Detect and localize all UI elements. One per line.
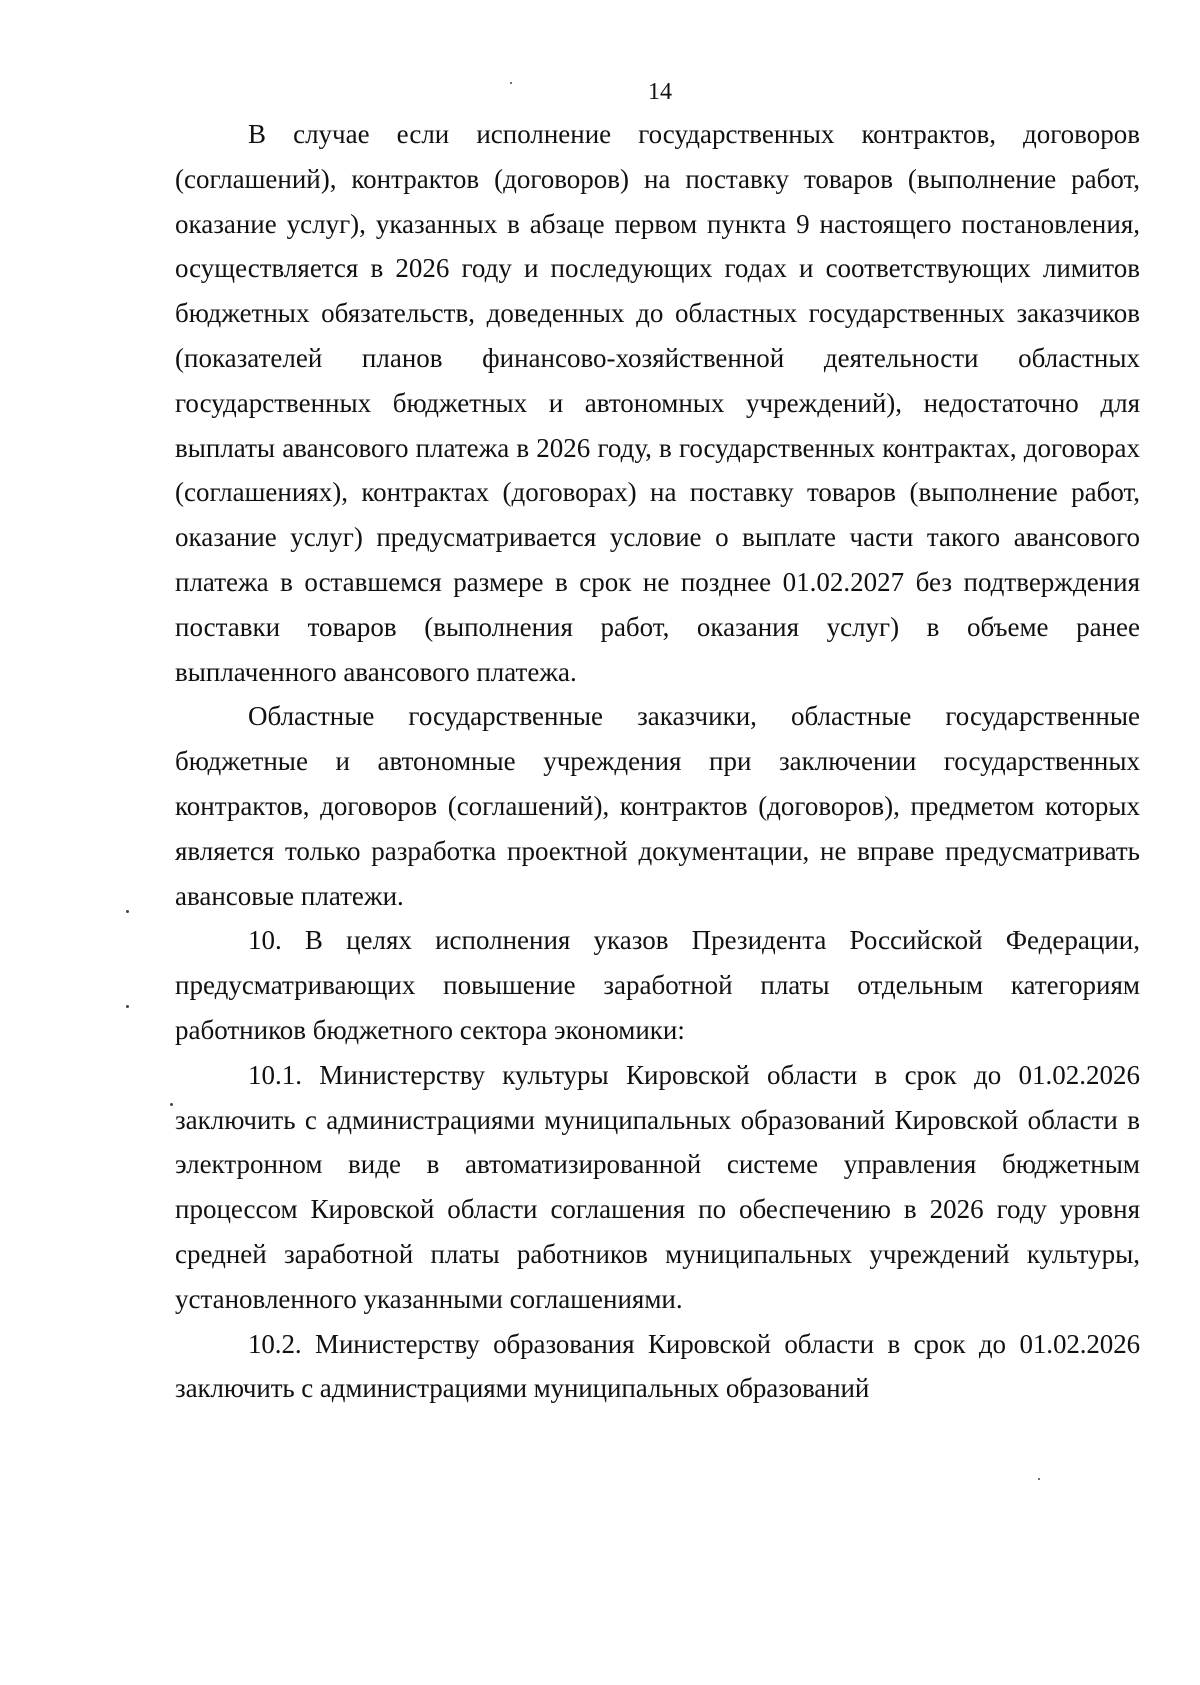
scan-speck bbox=[126, 910, 129, 913]
scan-speck bbox=[170, 1103, 173, 1106]
paragraph-item-10: 10. В целях исполнения указов Президента Российской Федерации, предусматривающих повышение заработной платы отдельным категориям работников бюджетного сектора экономики: bbox=[175, 925, 1140, 1045]
paragraph-item-10-2: 10.2. Министерству образования Кировской области в срок до 01.02.2026 заключить с администрациями муниципальных образований bbox=[175, 1328, 1140, 1404]
paragraph-advance-payment-conditions: В случае если исполнение государственных контрактов, договоров (соглашений), контрактов (договоров) на поставку товаров (выполнение работ, оказание услуг), указанных в абзаце первом пункта 9 настоящего постановления, осуществляется в 2026 году и последующих годах и соответствующих лимитов бюджетных обязательств, доведенных до областных государственных заказчиков (показателей планов финансово-хозяйственной деятельности областных государственных бюджетных и автономных учреждений), недостаточно для выплаты авансового платежа в 2026 году, в государственных контрактах, договорах (соглашениях), контрактах (договорах) на поставку товаров (выполнение работ, оказание услуг) предусматривается условие о выплате части такого авансового платежа в оставшемся размере в срок не позднее 01.02.2027 без подтверждения поставки товаров (выполнения работ, оказания услуг) в объеме ранее выплаченного авансового платежа. bbox=[175, 119, 1140, 687]
page-number: 14 bbox=[648, 79, 672, 105]
scan-speck bbox=[1038, 1478, 1040, 1480]
paragraph-design-documentation: Областные государственные заказчики, областные государственные бюджетные и автономные учреждения при заключении государственных контрактов, договоров (соглашений), контрактов (договоров), предметом которых является только разработка проектной документации, не вправе предусматривать авансовые платежи. bbox=[175, 701, 1140, 911]
scan-speck bbox=[510, 82, 512, 84]
document-body bbox=[175, 112, 1140, 1411]
scan-speck bbox=[126, 1005, 129, 1008]
paragraph-item-10-1: 10.1. Министерству культуры Кировской области в срок до 01.02.2026 заключить с администрациями муниципальных образований Кировской области в электронном виде в автоматизированной системе управления бюджетным процессом Кировской области соглашения по обеспечению в 2026 году уровня средней заработной платы работников муниципальных учреждений культуры, установленного указанными соглашениями. bbox=[175, 1059, 1140, 1314]
